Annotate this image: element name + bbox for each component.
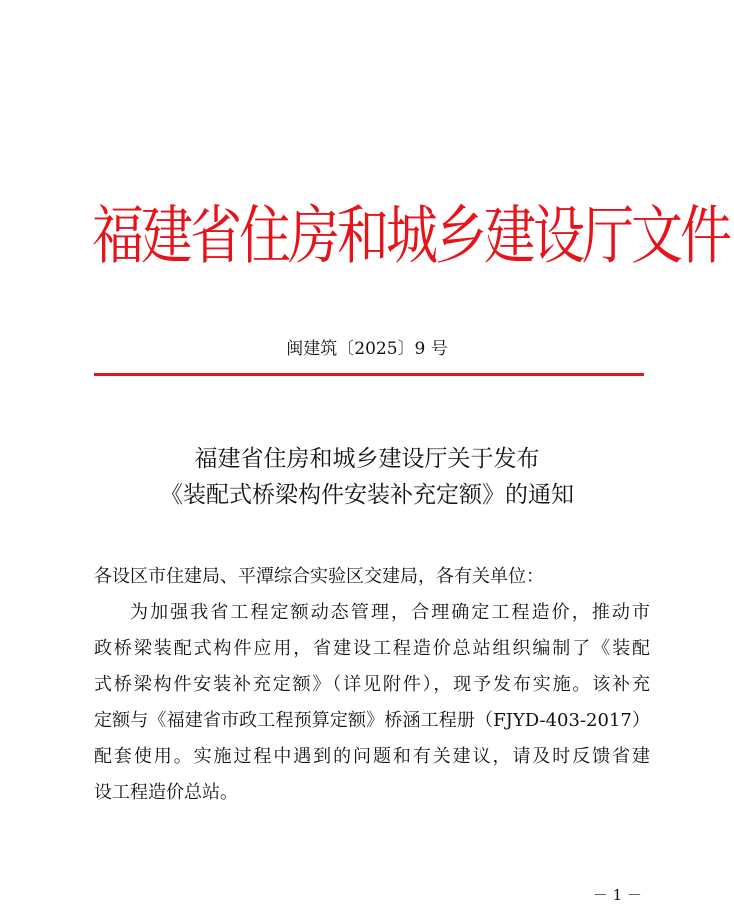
notice-title-line: 福建省住房和城乡建设厅关于发布	[194, 446, 540, 472]
red-separator-line	[94, 373, 644, 376]
paragraph-line: 配套使用。实施过程中遇到的问题和有关建议，请及时反馈省建	[94, 746, 650, 767]
paragraph-line: 为加强我省工程定额动态管理，合理确定工程造价，推动市	[130, 602, 650, 623]
paragraph-line: 政桥梁装配式构件应用，省建设工程造价总站组织编制了《装配	[94, 638, 650, 659]
document-number: 闽建筑〔2025〕9 号	[286, 339, 448, 359]
addressee: 各设区市住建局、平潭综合实验区交建局，各有关单位：	[94, 566, 544, 587]
paragraph-line: 定额与《福建省市政工程预算定额》桥涵工程册（FJYD-403-2017）	[94, 710, 650, 731]
paragraph-line: 设工程造价总站。	[94, 782, 238, 803]
paragraph-line: 式桥梁构件安装补充定额》（详见附件），现予发布实施。该补充	[94, 674, 650, 695]
issuer-title: 福建省住房和城乡建设厅文件	[92, 200, 730, 274]
page-number: － 1 －	[592, 886, 642, 904]
body-paragraph	[94, 595, 650, 811]
notice-title	[0, 441, 734, 513]
notice-title-line: 《装配式桥梁构件安装补充定额》的通知	[160, 482, 574, 508]
